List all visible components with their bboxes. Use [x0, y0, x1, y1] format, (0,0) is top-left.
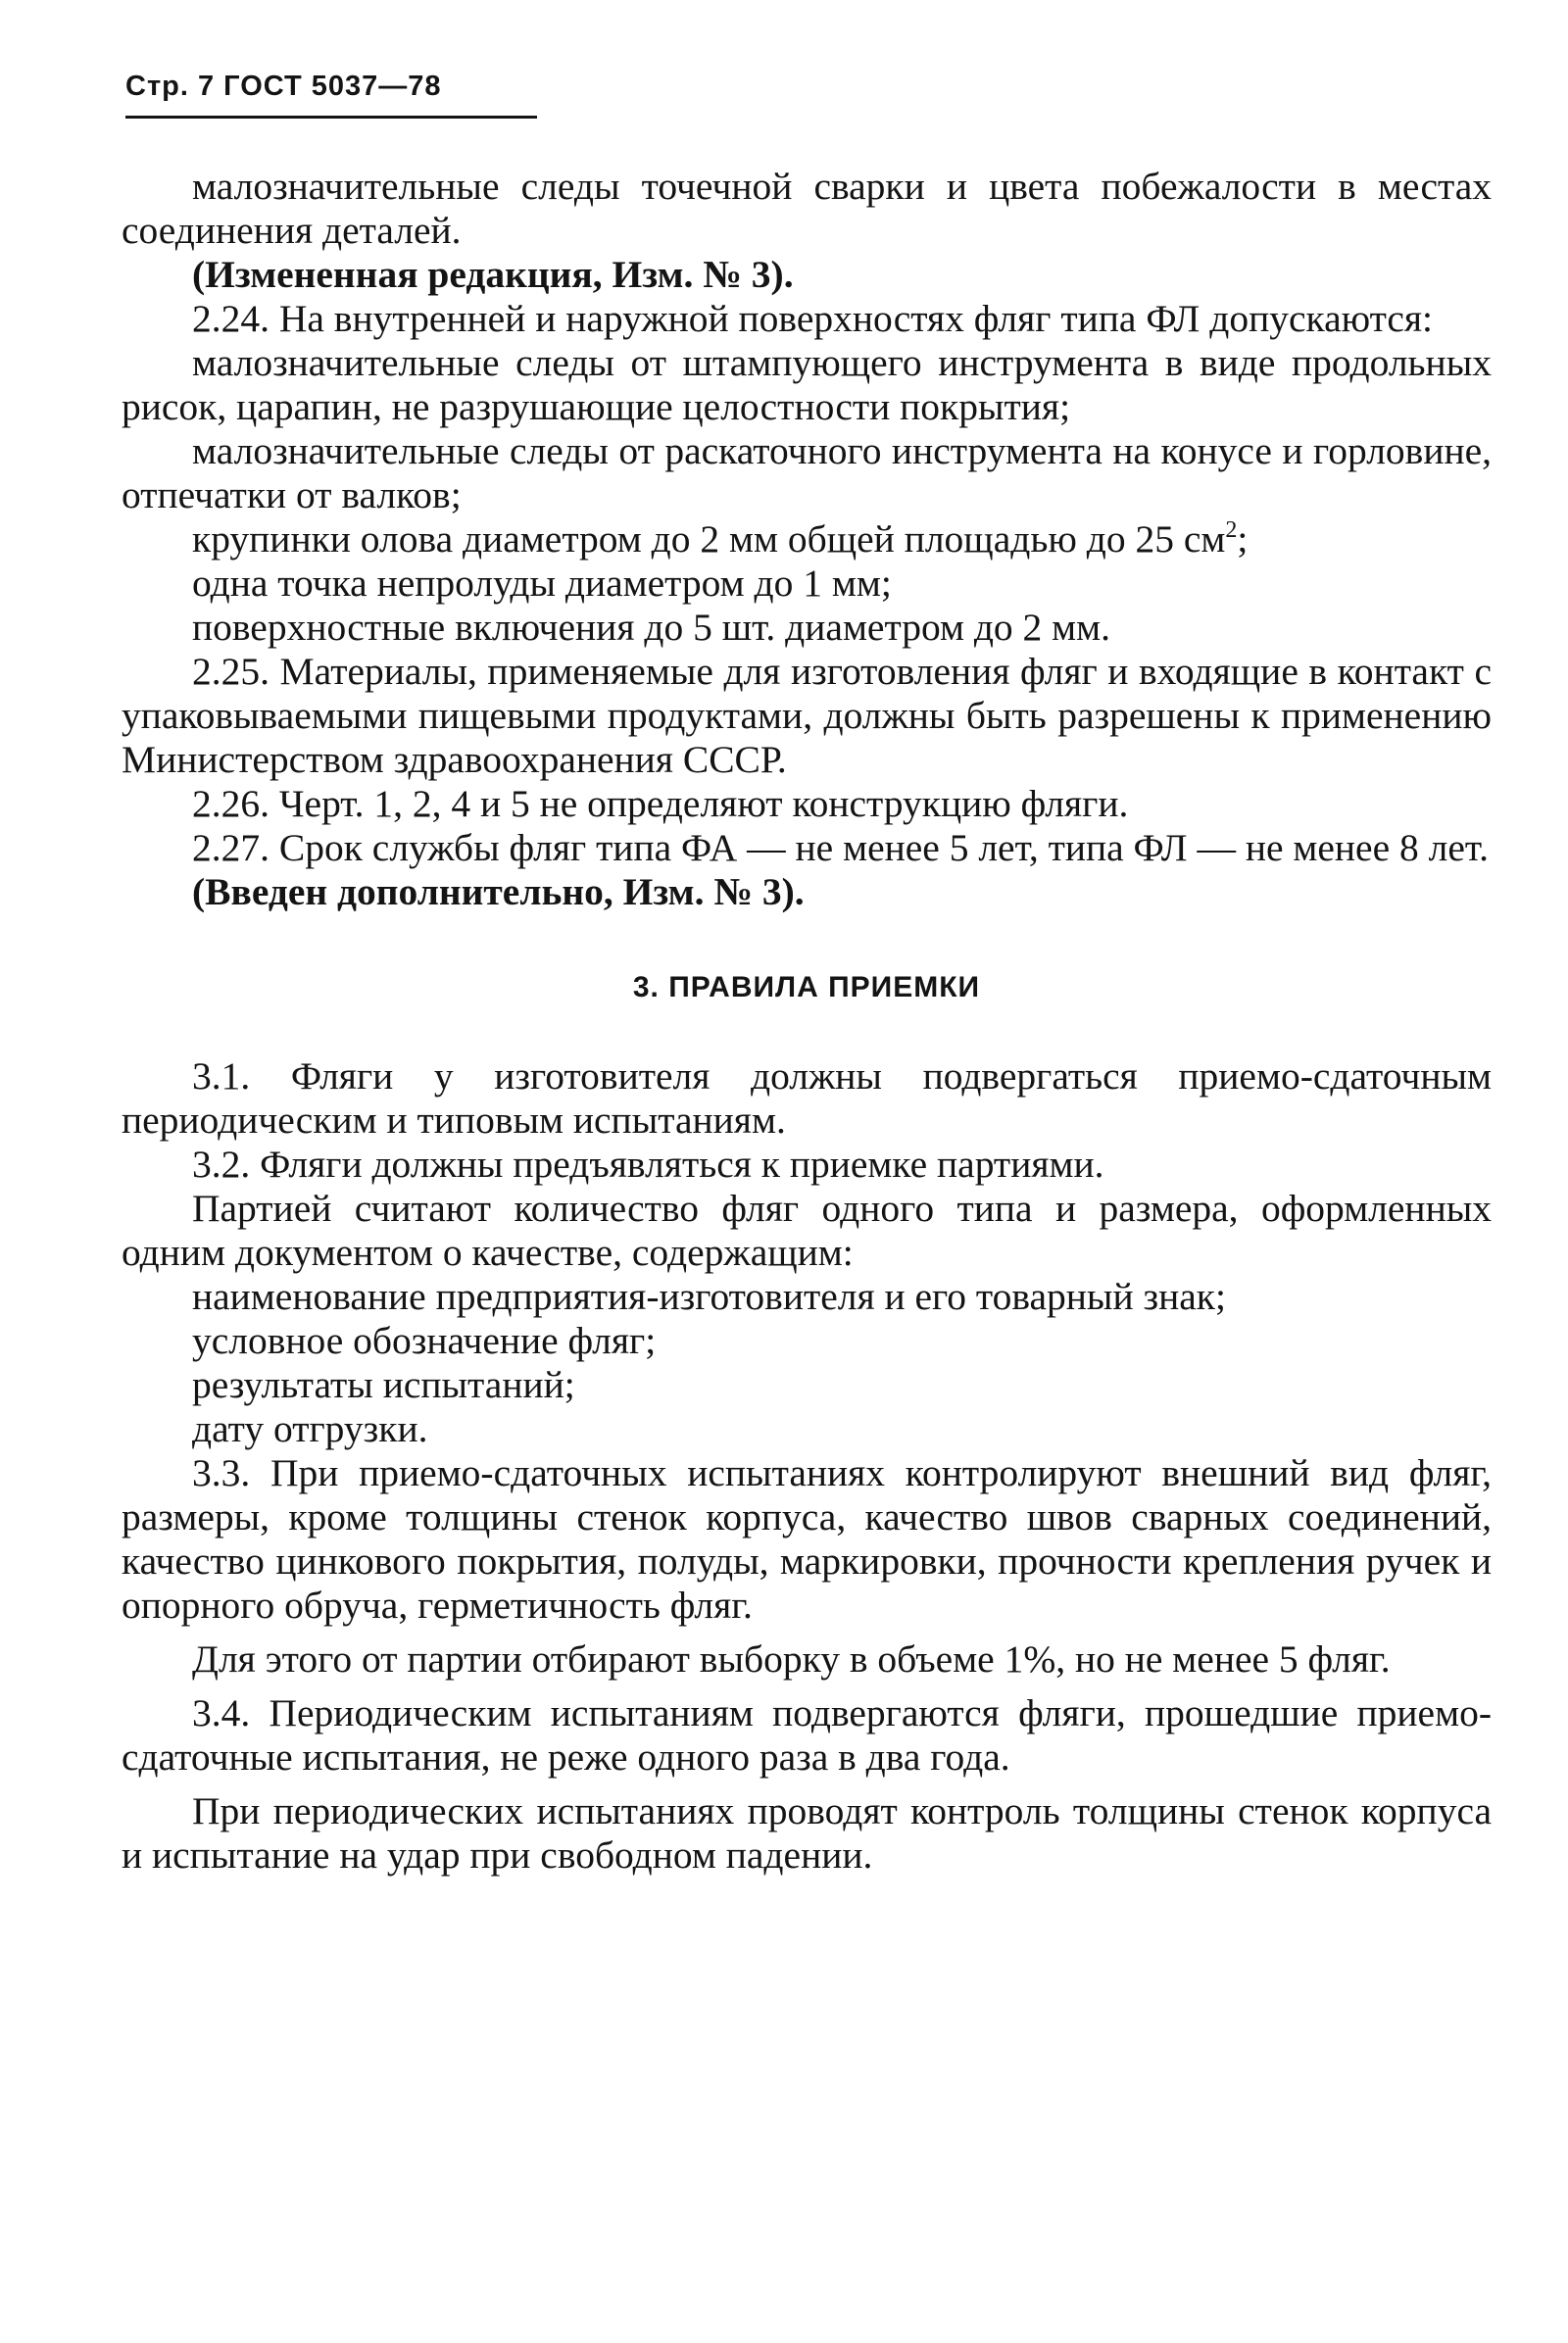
list-item: малозначительные следы от штампующего инструмента в виде продольных рисок, царапин, не разрушающие целостности покрытия;	[122, 341, 1492, 428]
amendment-note: (Измененная редакция, Изм. № 3).	[192, 253, 794, 296]
list-item: поверхностные включения до 5 шт. диаметром до 2 мм.	[192, 606, 1111, 649]
list-item: дату отгрузки.	[192, 1407, 428, 1450]
amendment-note: (Введен дополнительно, Изм. № 3).	[192, 870, 805, 913]
list-item-end: ;	[1237, 517, 1249, 561]
list-item	[122, 517, 1492, 561]
list-item: малозначительные следы от раскаточного инструмента на конусе и горловине, отпечатки от валков;	[122, 429, 1492, 516]
clause-3-1: 3.1. Фляги у изготовителя должны подвергаться приемо-сдаточным периодическим и типовым испытаниям.	[122, 1054, 1492, 1142]
clause-3-3: 3.3. При приемо-сдаточных испытаниях контролируют внешний вид фляг, размеры, кроме толщины стенок корпуса, качество швов сварных соединений, качество цинкового покрытия, полуды, маркировки, прочности крепления ручек и опорного обруча, герметичность фляг.	[122, 1451, 1492, 1627]
clause-2-25: 2.25. Материалы, применяемые для изготовления фляг и входящие в контакт с упаковываемыми пищевыми продуктами, должны быть разрешены к применению Министерством здравоохранения СССР.	[122, 650, 1492, 781]
paragraph: Партией считают количество фляг одного типа и размера, оформленных одним документом о качестве, содержащим:	[122, 1187, 1492, 1274]
list-item: условное обозначение фляг;	[192, 1319, 657, 1362]
document-body	[122, 165, 1492, 1878]
list-item: одна точка непролуды диаметром до 1 мм;	[192, 561, 892, 605]
paragraph: малозначительные следы точечной сварки и цвета побежалости в местах соединения деталей.	[122, 165, 1492, 252]
clause-3-2: 3.2. Фляги должны предъявляться к приемке партиями.	[192, 1143, 1104, 1186]
section-title: 3. ПРАВИЛА ПРИЕМКИ	[632, 971, 981, 1003]
list-item-text: крупинки олова диаметром до 2 мм общей площадью до 25 см	[192, 517, 1226, 561]
paragraph: При периодических испытаниях проводят контроль толщины стенок корпуса и испытание на удар при свободном падении.	[122, 1789, 1492, 1877]
clause-2-26: 2.26. Черт. 1, 2, 4 и 5 не определяют конструкцию фляги.	[192, 782, 1129, 825]
superscript: 2	[1225, 517, 1238, 543]
page-header: Стр. 7 ГОСТ 5037—78	[125, 71, 442, 102]
header-rule	[125, 116, 537, 119]
clause-2-24: 2.24. На внутренней и наружной поверхностях фляг типа ФЛ допускаются:	[192, 297, 1434, 340]
list-item: наименование предприятия-изготовителя и его товарный знак;	[192, 1275, 1226, 1318]
paragraph: Для этого от партии отбирают выборку в объеме 1%, но не менее 5 фляг.	[192, 1637, 1391, 1681]
list-item: результаты испытаний;	[192, 1363, 575, 1406]
clause-2-27: 2.27. Срок службы фляг типа ФА — не менее 5 лет, типа ФЛ — не менее 8 лет.	[192, 826, 1490, 869]
clause-3-4: 3.4. Периодическим испытаниям подвергаются фляги, прошедшие приемо-сдаточные испытания, не реже одного раза в два года.	[122, 1691, 1492, 1779]
